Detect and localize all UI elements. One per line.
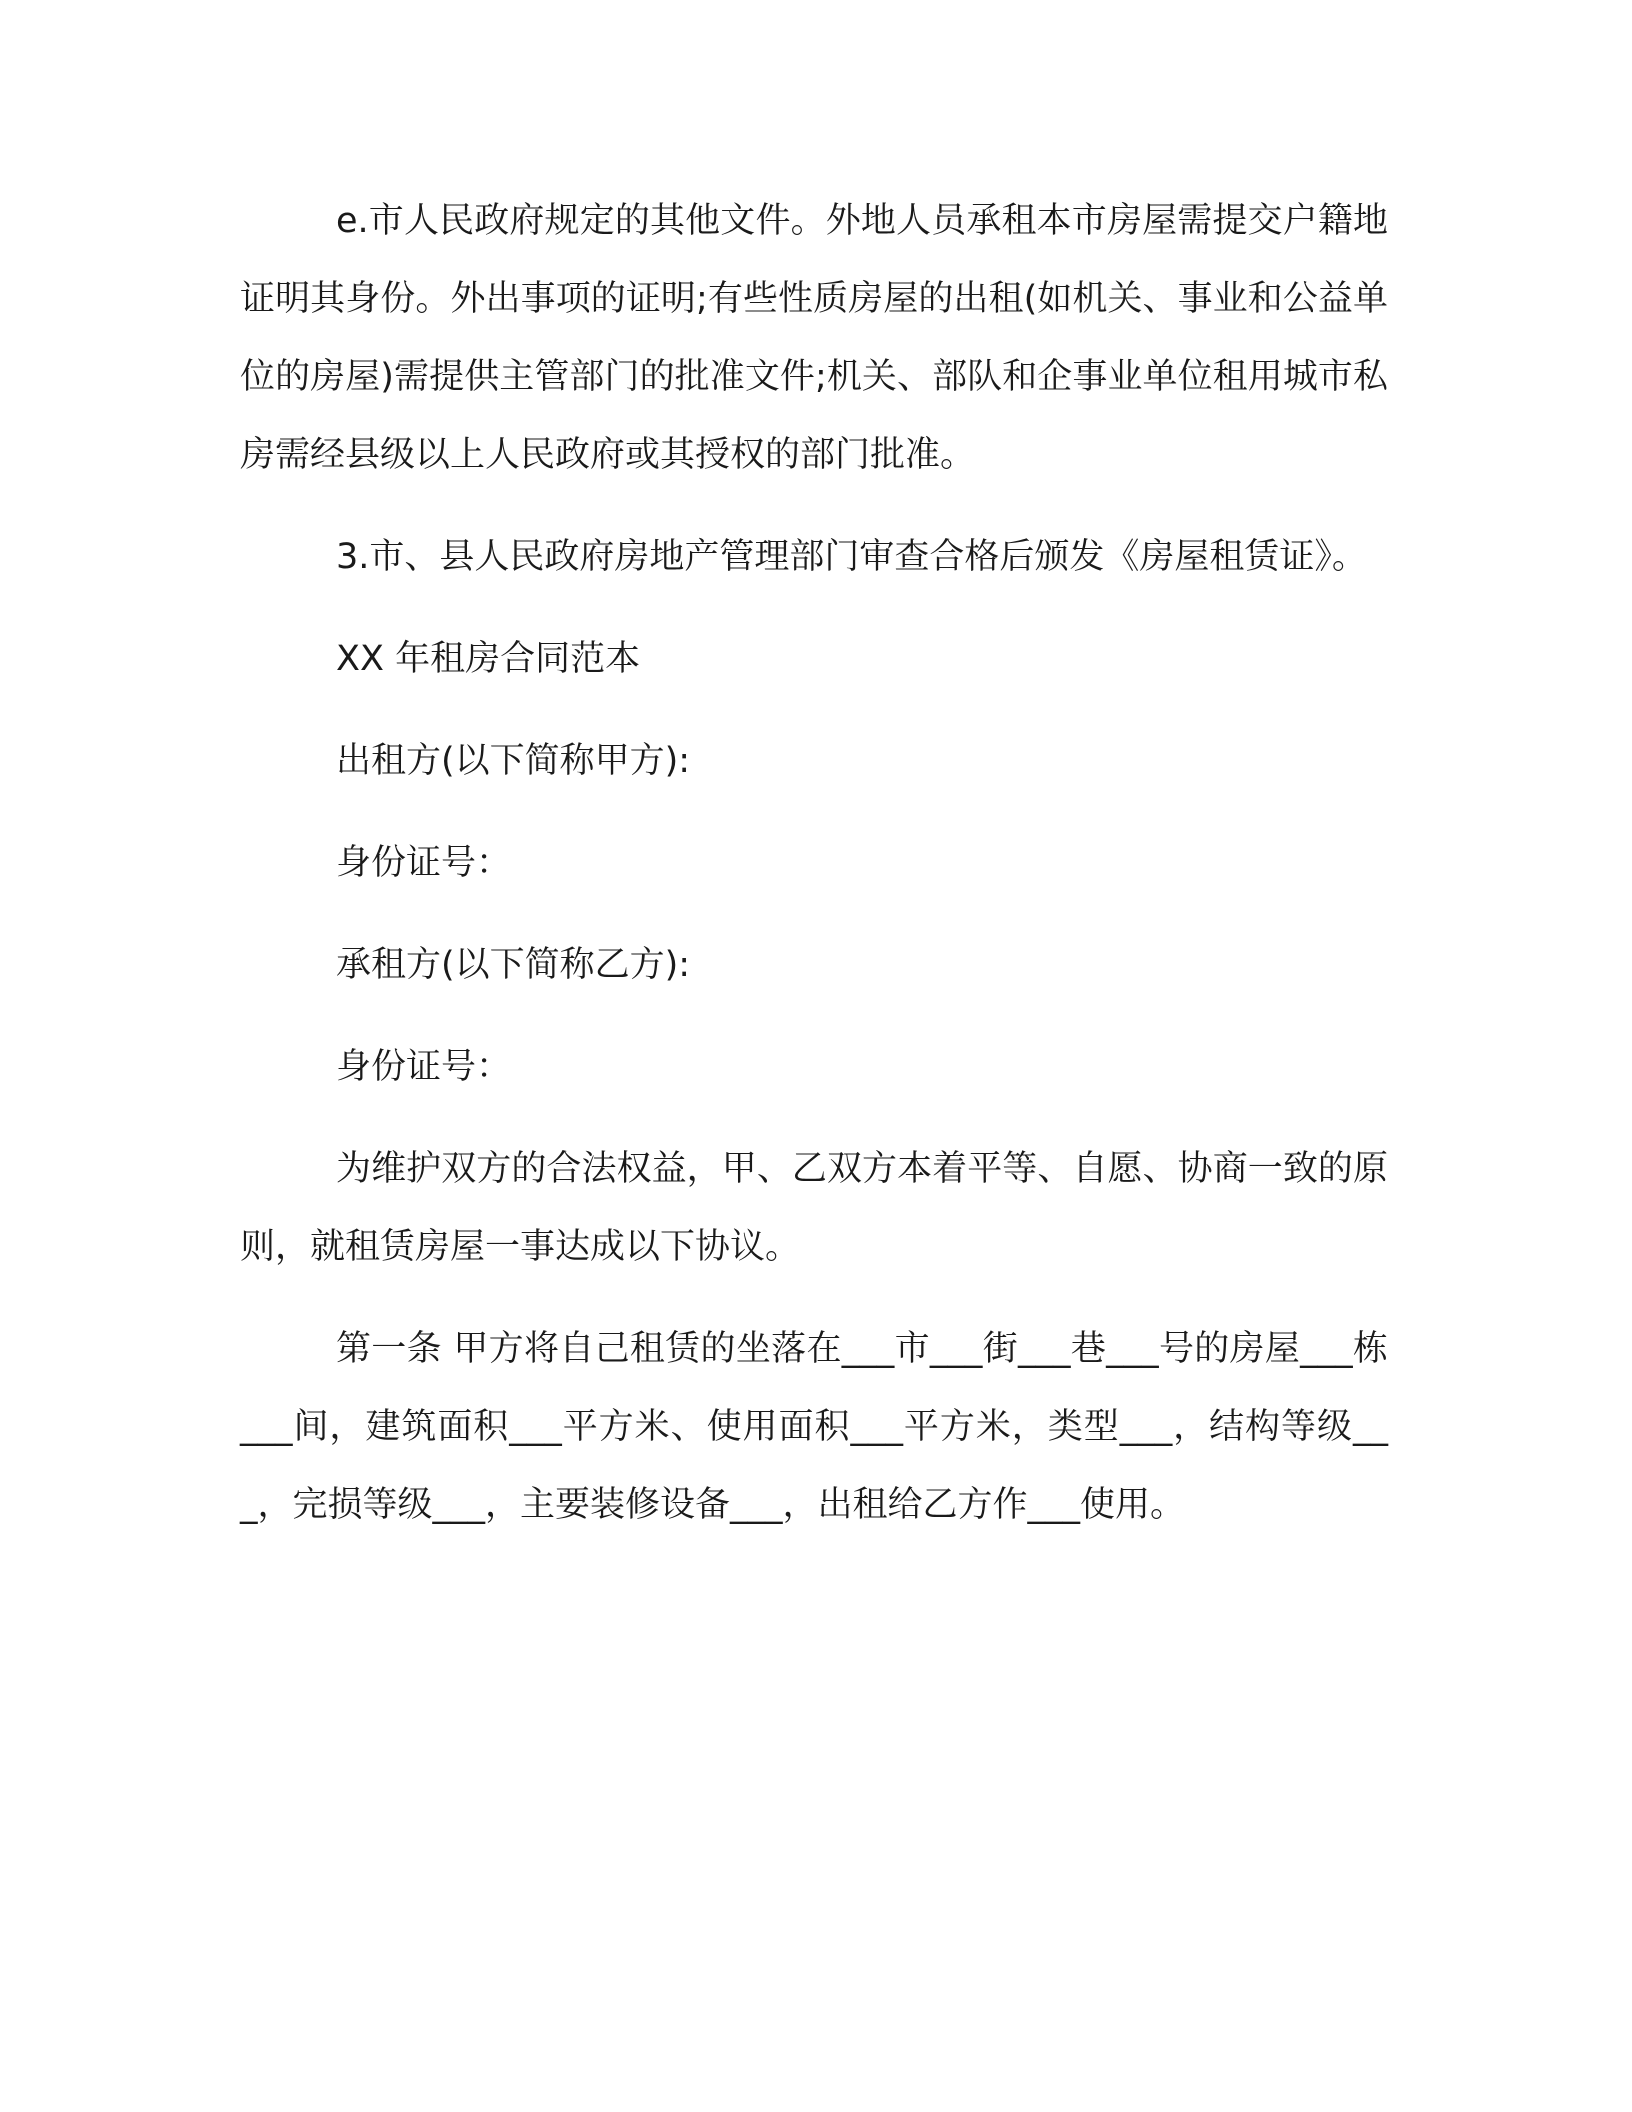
agreement-preamble: 为维护双方的合法权益，甲、乙双方本着平等、自愿、协商一致的原则，就租赁房屋一事达成以下协议。 xyxy=(240,1149,1388,1267)
lessee-id-line: 身份证号： xyxy=(336,1047,512,1087)
paragraph-other-documents: e.市人民政府规定的其他文件。外地人员承租本市房屋需提交户籍地证明其身份。外出事项的证明;有些性质房屋的出租(如机关、事业和公益单位的房屋)需提供主管部门的批准文件;机关、部队和企事业单位租用城市私房需经县级以上人民政府或其授权的部门批准。 xyxy=(240,201,1388,475)
article-one: 第一条 甲方将自己租赁的坐落在___市___街___巷___号的房屋___栋___间，建筑面积___平方米、使用面积___平方米，类型___，结构等级___，完损等级___，主要装修设备___，出租给乙方作___使用。 xyxy=(240,1329,1388,1525)
lessor-id-line: 身份证号： xyxy=(336,843,512,883)
lessor-line: 出租方(以下简称甲方): xyxy=(336,741,691,781)
lessee-line: 承租方(以下简称乙方): xyxy=(336,945,691,985)
document-body xyxy=(240,182,1388,1568)
paragraph-lease-certificate: 3.市、县人民政府房地产管理部门审查合格后颁发《房屋租赁证》。 xyxy=(336,537,1367,577)
contract-title: XX 年租房合同范本 xyxy=(336,639,641,679)
